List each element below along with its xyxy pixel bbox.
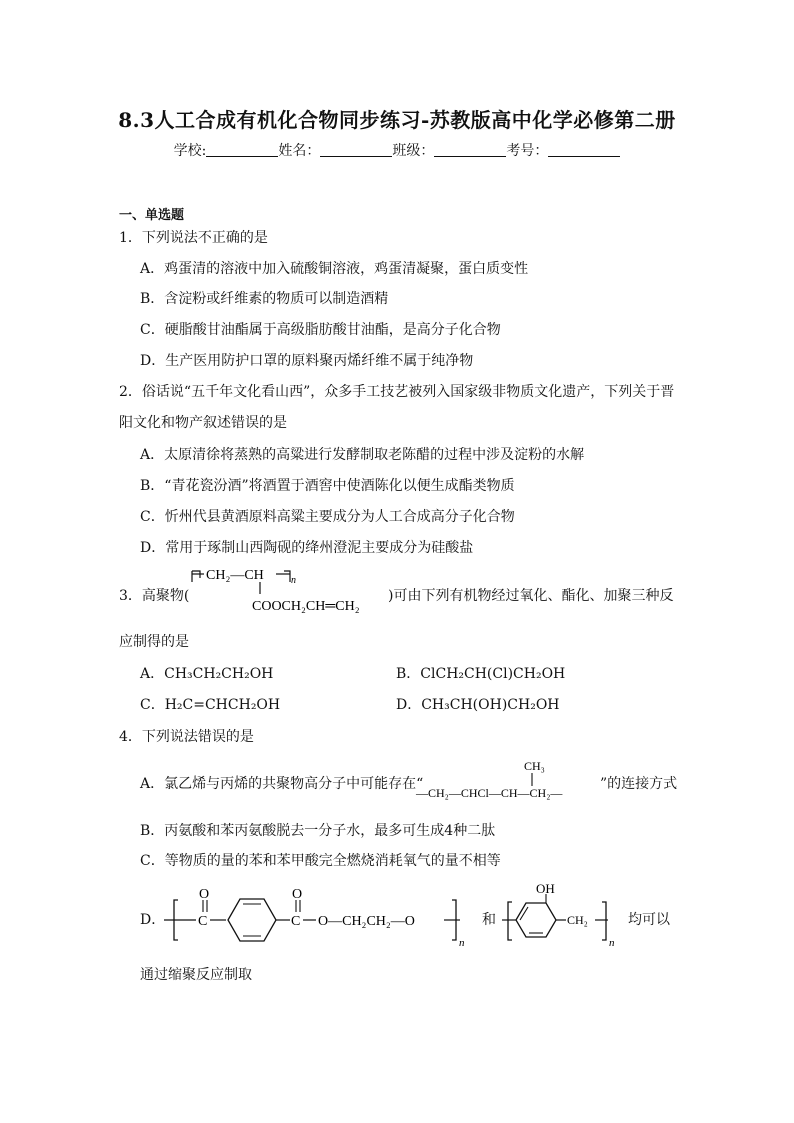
q4-stem: 4．下列说法错误的是 [119, 729, 254, 745]
q4-pet-structure [160, 882, 480, 948]
pet-chain: O—CH₂CH₂—O [318, 914, 415, 929]
q4-methyl: CH₃ [524, 759, 545, 773]
name-blank [320, 142, 392, 157]
q4-option-d-line2: 通过缩聚反应制取 [140, 967, 252, 983]
q4-option-d-label: D． [140, 912, 166, 928]
q2-option-a: A．太原清徐将蒸熟的高粱进行发酵制取老陈醋的过程中涉及淀粉的水解 [140, 447, 585, 463]
q2-option-d: D．常用于琢制山西陶砚的绛州澄泥主要成分为硅酸盐 [140, 540, 474, 556]
q2-option-b: B．“青花瓷汾酒”将酒置于酒窖中使酒陈化以便生成酯类物质 [140, 478, 515, 494]
q2-stem-line2: 阳文化和物产叙述错误的是 [119, 415, 287, 431]
pet-oxygen-1: O [199, 887, 210, 902]
q3-stem-pre: 3．高聚物( [119, 588, 190, 604]
pf-ring-double-b [520, 907, 528, 920]
pet-carbon-1: C [198, 914, 208, 929]
q3-formula-top: CH₂—CH [206, 568, 264, 583]
q1-option-d: D．生产医用防护口罩的原料聚丙烯纤维不属于纯净物 [140, 353, 474, 369]
q4-option-d-and: 和 [482, 912, 496, 928]
q3-stem-post: )可由下列有机物经过氧化、酯化、加聚三种反 [388, 588, 674, 604]
class-label: 班级： [392, 143, 435, 159]
school-blank [206, 142, 278, 157]
q1-option-b: B．含淀粉或纤维素的物质可以制造酒精 [140, 291, 389, 307]
pf-oh: OH [536, 882, 555, 896]
q4-option-d-post: 均可以 [628, 912, 670, 928]
q3-formula-n: n [291, 575, 296, 586]
q3-stem-line2: 应制得的是 [119, 634, 189, 650]
q3-bracket-right [284, 571, 290, 582]
q4-phenolic-structure [498, 882, 628, 948]
pf-bracket-left [508, 902, 512, 940]
q4-option-c: C．等物质的量的苯和苯甲酸完全燃烧消耗氧气的量不相等 [140, 853, 501, 869]
q4-option-b: B．丙氨酸和苯丙氨酸脱去一分子水，最多可生成4种二肽 [140, 823, 496, 839]
q3-option-a: A．CH₃CH₂CH₂OH [140, 666, 274, 682]
pf-ch2: CH₂ [567, 913, 588, 927]
name-label: 姓名： [278, 143, 321, 159]
q2-option-c: C．忻州代县黄酒原料高粱主要成分为人工合成高分子化合物 [140, 509, 515, 525]
q4-chain: —CH₂—CHCl—CH—CH₂— [416, 786, 563, 800]
q1-stem: 1．下列说法不正确的是 [119, 230, 268, 246]
q4-option-a-pre: A．氯乙烯与丙烯的共聚物高分子中可能存在“ [140, 776, 424, 792]
student-info-line [0, 140, 794, 160]
pet-n: n [459, 937, 465, 948]
q4-option-a-post: ”的连接方式 [600, 776, 678, 792]
exam-no-blank [548, 142, 620, 157]
school-label: 学校: [173, 143, 207, 159]
pf-n: n [609, 937, 615, 948]
pf-bracket-right [602, 902, 606, 940]
class-blank [434, 142, 506, 157]
q3-formula-bottom: COOCH₂CH═CH₂ [252, 599, 360, 614]
q3-bracket-left [192, 571, 200, 582]
q4-copolymer-formula [414, 756, 600, 802]
page-title: 8.3人工合成有机化合物同步练习-苏教版高中化学必修第二册 [118, 108, 676, 132]
pet-oxygen-2: O [292, 887, 303, 902]
q3-polymer-formula [186, 564, 392, 622]
q1-option-a: A．鸡蛋清的溶液中加入硫酸铜溶液，鸡蛋清凝聚，蛋白质变性 [140, 261, 529, 277]
exam-no-label: 考号： [506, 143, 549, 159]
q3-option-b: B．ClCH₂CH(Cl)CH₂OH [396, 666, 566, 682]
pet-benzene-ring [228, 899, 276, 941]
q2-stem-line1: 2．俗话说“五千年文化看山西”，众多手工技艺被列入国家级非物质文化遗产，下列关于晋 [119, 384, 675, 400]
q1-option-c: C．硬脂酸甘油酯属于高级脂肪酸甘油酯，是高分子化合物 [140, 322, 501, 338]
q3-option-d: D．CH₃CH(OH)CH₂OH [396, 697, 560, 713]
section-heading: 一、单选题 [119, 208, 185, 223]
q3-option-c: C．H₂C=CHCH₂OH [140, 697, 281, 713]
pet-carbon-2: C [291, 914, 301, 929]
pf-benzene-ring [516, 903, 556, 937]
